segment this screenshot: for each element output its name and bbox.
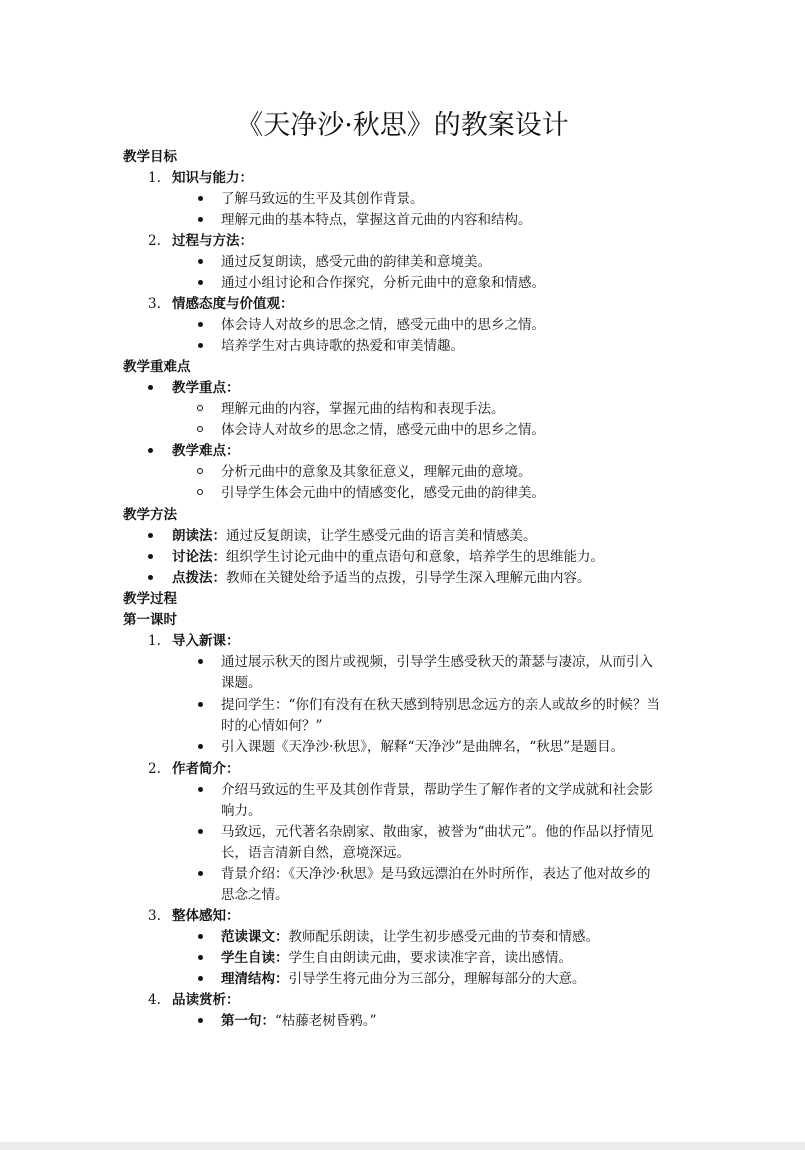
list-item-line: 课题。	[221, 675, 262, 691]
bullet-dot	[198, 280, 203, 285]
list-item: 理解元曲的内容，掌握元曲的结构和表现手法。	[221, 401, 505, 417]
section-heading-process: 教学过程	[123, 591, 177, 607]
document-title: 《天净沙·秋思》的教案设计	[236, 110, 569, 141]
bullet-dot	[198, 1018, 203, 1023]
list-item: 培养学生对古典诗歌的热爱和审美情趣。	[221, 338, 464, 354]
step-label: 品读赏析：	[172, 992, 240, 1008]
sub-item-label: 学生自读：	[221, 950, 289, 966]
list-item: 通过反复朗读，感受元曲的韵律美和意境美。	[221, 254, 491, 270]
section-heading-objectives: 教学目标	[123, 149, 177, 165]
method-item	[172, 527, 537, 545]
list-item: 体会诗人对故乡的思念之情，感受元曲中的思乡之情。	[221, 422, 545, 438]
method-text: 组织学生讨论元曲中的重点语句和意象，培养学生的思维能力。	[226, 549, 604, 565]
sub-item	[221, 949, 572, 967]
sub-item	[221, 928, 599, 946]
sub-item-text: 教师配乐朗读，让学生初步感受元曲的节奏和情感。	[288, 929, 599, 945]
sub-item-label: 范读课文：	[221, 929, 289, 945]
list-number: 2.	[148, 233, 161, 249]
objective-label: 情感态度与价值观：	[172, 296, 294, 312]
step-label: 作者简介：	[172, 761, 240, 777]
bullet-dot	[198, 744, 203, 749]
list-number: 3.	[148, 296, 161, 312]
sub-item-text: 引导学生将元曲分为三部分，理解每部分的大意。	[288, 971, 586, 987]
list-item-line: 背景介绍：《天净沙·秋思》是马致远漂泊在外时所作，表达了他对故乡的	[221, 866, 651, 882]
method-label: 朗读法：	[172, 528, 226, 544]
sub-item	[221, 970, 586, 988]
method-label: 点拨法：	[172, 570, 226, 586]
list-number: 3.	[148, 908, 161, 924]
key-point-label: 教学重点：	[172, 380, 240, 396]
sub-item-text: 学生自由朗读元曲，要求读准字音，读出感情。	[288, 950, 572, 966]
key-point-label: 教学难点：	[172, 443, 240, 459]
bullet-dot	[198, 343, 203, 348]
bullet-dot	[198, 787, 203, 792]
list-item-line: 时的心情如何？”	[221, 718, 323, 734]
list-item: 引导学生体会元曲中的情感变化，感受元曲的韵律美。	[221, 485, 545, 501]
list-item: 通过小组讨论和合作探究，分析元曲中的意象和情感。	[221, 275, 545, 291]
sub-item-label: 第一句：	[221, 1013, 275, 1029]
bullet-dot	[148, 575, 153, 580]
step-label: 整体感知：	[172, 908, 240, 924]
bullet-dot	[198, 829, 203, 834]
bullet-dot	[198, 659, 203, 664]
bullet-dot	[198, 217, 203, 222]
bullet-dot	[198, 871, 203, 876]
bullet-dot	[198, 702, 203, 707]
bullet-circle	[197, 405, 203, 411]
list-item-line: 响力。	[221, 803, 262, 819]
bullet-circle	[197, 468, 203, 474]
method-label: 讨论法：	[172, 549, 226, 565]
bullet-dot	[198, 196, 203, 201]
bullet-dot	[148, 448, 153, 453]
bullet-dot	[198, 322, 203, 327]
list-item-line: 马致远，元代著名杂剧家、散曲家，被誉为“曲状元”。他的作品以抒情见	[221, 824, 654, 840]
section-heading-key-points: 教学重难点	[123, 359, 191, 375]
sub-item-text: “枯藤老树昏鸦。”	[275, 1013, 377, 1029]
subheading-first-lesson: 第一课时	[123, 612, 177, 628]
bullet-dot	[198, 955, 203, 960]
bullet-dot	[198, 934, 203, 939]
objective-label: 知识与能力：	[172, 170, 253, 186]
objective-label: 过程与方法：	[172, 233, 253, 249]
sub-item	[221, 1012, 377, 1030]
bullet-dot	[148, 533, 153, 538]
list-number: 1.	[148, 170, 161, 186]
list-item: 理解元曲的基本特点，掌握这首元曲的内容和结构。	[221, 212, 532, 228]
list-item-line: 通过展示秋天的图片或视频，引导学生感受秋天的萧瑟与凄凉，从而引入	[221, 654, 653, 670]
method-text: 通过反复朗读，让学生感受元曲的语言美和情感美。	[226, 528, 537, 544]
list-item-line: 介绍马致远的生平及其创作背景，帮助学生了解作者的文学成就和社会影	[221, 782, 653, 798]
list-number: 1.	[148, 633, 161, 649]
method-text: 教师在关键处给予适当的点拨，引导学生深入理解元曲内容。	[226, 570, 591, 586]
sub-item-label: 理清结构：	[221, 971, 289, 987]
bullet-dot	[148, 385, 153, 390]
list-item-line: 引入课题《天净沙·秋思》，解释“天净沙”是曲牌名，“秋思”是题目。	[221, 739, 625, 755]
method-item	[172, 569, 591, 587]
bullet-circle	[197, 426, 203, 432]
bullet-dot	[198, 976, 203, 981]
bullet-dot	[198, 259, 203, 264]
list-item: 了解马致远的生平及其创作背景。	[221, 191, 424, 207]
list-item: 体会诗人对故乡的思念之情，感受元曲中的思乡之情。	[221, 317, 545, 333]
method-item	[172, 548, 604, 566]
list-item: 分析元曲中的意象及其象征意义，理解元曲的意境。	[221, 464, 532, 480]
list-item-line: 提问学生：“你们有没有在秋天感到特别思念远方的亲人或故乡的时候？当	[221, 697, 660, 713]
list-item-line: 思念之情。	[221, 887, 289, 903]
step-label: 导入新课：	[172, 633, 240, 649]
list-number: 4.	[148, 992, 161, 1008]
section-heading-methods: 教学方法	[123, 507, 177, 523]
list-number: 2.	[148, 761, 161, 777]
list-item-line: 长，语言清新自然，意境深远。	[221, 845, 410, 861]
bullet-circle	[197, 489, 203, 495]
bullet-dot	[148, 554, 153, 559]
